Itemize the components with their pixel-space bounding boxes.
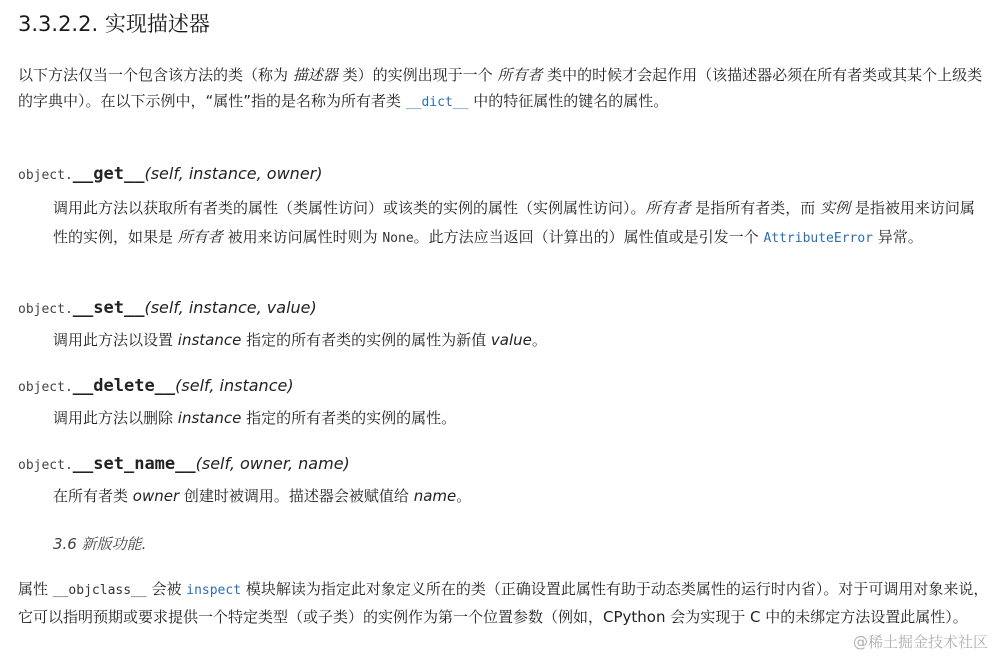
section-heading: 3.3.2.2. 实现描述器: [18, 12, 210, 36]
method-params: (self, owner, name): [195, 454, 350, 473]
method-name: __get__: [72, 164, 145, 184]
dict-code-link[interactable]: __dict__: [405, 95, 469, 110]
desc-term: instance: [177, 409, 242, 427]
method-desc-delete: [53, 404, 988, 433]
method-signature-set-name: [18, 454, 350, 474]
intro-paragraph: [18, 62, 994, 116]
desc-text: 被用来访问属性时则为: [222, 228, 383, 246]
method-params: (self, instance, owner): [144, 164, 323, 183]
closing-text: 模块解读为指定此对象定义所在的类（正确设置此属性有助于动态类属性的运行时内省）。对于可调用对象来说，它可以指明预期或要求提供一个特定类型（或子类）的实例作为第一个位置参数（例如，CPython 会为实现于 C 中的未绑定方法设置此属性）。: [18, 580, 989, 626]
version-added-note: 3.6 新版功能.: [53, 535, 147, 553]
desc-term: 实例: [820, 199, 851, 217]
method-desc-get: [53, 194, 988, 253]
desc-term: 所有者: [177, 228, 223, 246]
desc-term: name: [413, 487, 457, 505]
intro-text: 类）的实例出现于一个: [337, 66, 498, 84]
desc-text: 调用此方法以设置: [53, 331, 178, 349]
objclass-code: __objclass__: [52, 583, 147, 598]
closing-text: 会被: [146, 580, 187, 598]
watermark: @稀土掘金技术社区: [852, 633, 988, 651]
attributeerror-link[interactable]: AttributeError: [763, 231, 874, 246]
desc-term: value: [490, 331, 532, 349]
closing-text: 属性: [18, 580, 53, 598]
intro-text: 中的特征属性的键名的属性。: [468, 92, 669, 110]
method-prefix: object.: [18, 380, 73, 395]
method-signature-get: [18, 164, 322, 184]
method-params: (self, instance, value): [144, 298, 317, 317]
intro-term-owner: 所有者: [497, 66, 543, 84]
desc-term: 所有者: [645, 199, 691, 217]
desc-term: owner: [132, 487, 180, 505]
method-params: (self, instance): [175, 376, 294, 395]
method-name: __set__: [72, 298, 145, 318]
desc-term: instance: [177, 331, 242, 349]
desc-text: 是指所有者类，而: [690, 199, 821, 217]
method-name: __set_name__: [72, 454, 196, 474]
desc-text: 创建时被调用。描述器会被赋值给: [179, 487, 414, 505]
method-prefix: object.: [18, 168, 73, 183]
intro-term-descriptor: 描述器: [292, 66, 338, 84]
closing-paragraph: [18, 576, 994, 630]
method-prefix: object.: [18, 458, 73, 473]
none-code: None: [382, 231, 414, 246]
method-desc-set: [53, 326, 988, 355]
desc-text: 异常。: [873, 228, 923, 246]
method-desc-set-name: [53, 482, 988, 511]
desc-text: 调用此方法以删除: [53, 409, 178, 427]
method-name: __delete__: [72, 376, 176, 396]
method-signature-delete: [18, 376, 294, 396]
method-signature-set: [18, 298, 317, 318]
desc-text: 指定的所有者类的实例的属性。: [241, 409, 457, 427]
method-prefix: object.: [18, 302, 73, 317]
desc-text: 调用此方法以获取所有者类的属性（类属性访问）或该类的实例的属性（实例属性访问）。: [53, 199, 646, 217]
desc-text: 。此方法应当返回（计算出的）属性值或是引发一个: [413, 228, 764, 246]
inspect-module-link[interactable]: inspect: [186, 583, 242, 598]
desc-text: 。: [456, 487, 472, 505]
desc-text: 指定的所有者类的实例的属性为新值: [241, 331, 491, 349]
desc-text: 是指被用来访问属性的实例，如果是: [53, 199, 975, 246]
desc-text: 。: [531, 331, 547, 349]
intro-text: 类中的时候才会起作用（该描述器必须在所有者类或其某个上级类的字典中）。在以下示例中，“属性”指的是名称为所有者类: [18, 66, 983, 110]
intro-text: 以下方法仅当一个包含该方法的类（称为: [18, 66, 293, 84]
desc-text: 在所有者类: [53, 487, 133, 505]
